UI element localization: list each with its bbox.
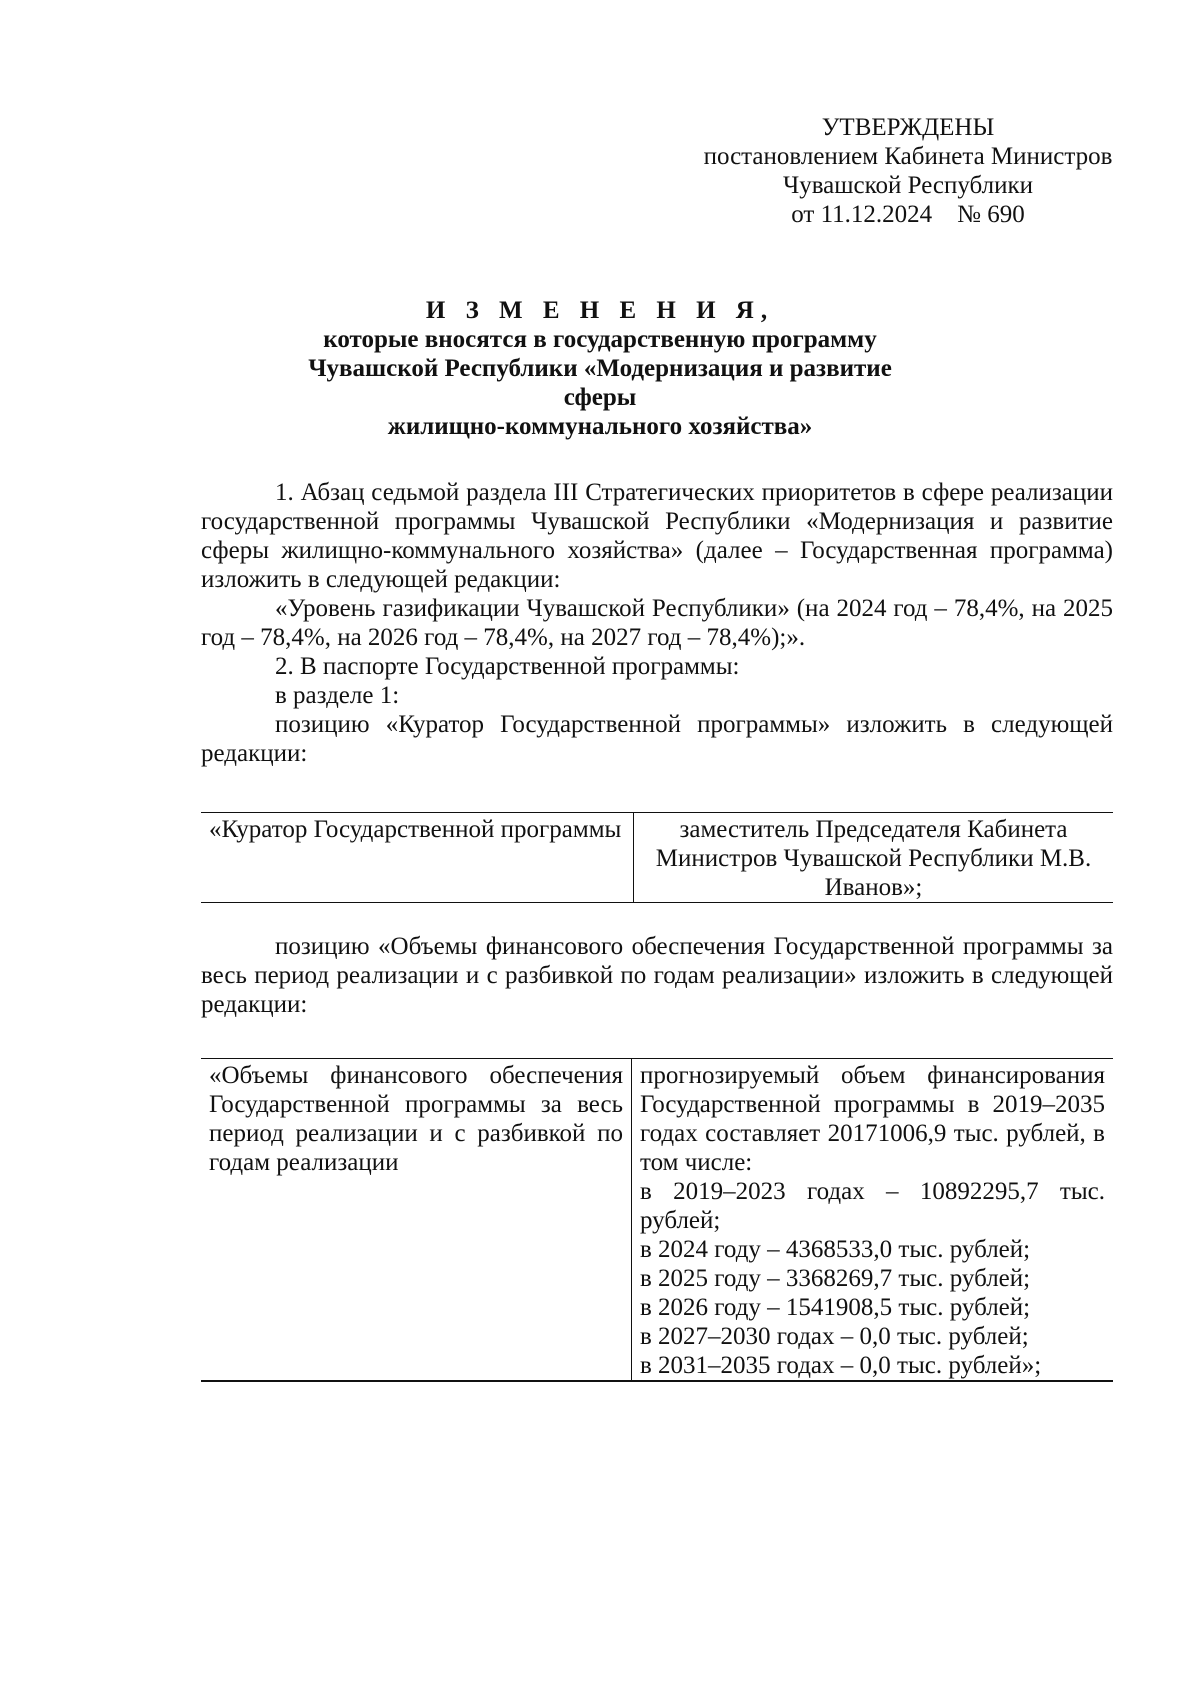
approval-issuer: постановлением Кабинета Министров bbox=[703, 143, 1113, 170]
approval-date-number: от 11.12.2024 № 690 bbox=[791, 201, 1025, 228]
title-line-4: жилищно-коммунального хозяйства» bbox=[387, 413, 813, 440]
financing-2031-2035: в 2031–2035 годах – 0,0 тыс. рублей»; bbox=[640, 1352, 1042, 1379]
financing-2026: в 2026 году – 1541908,5 тыс. рублей; bbox=[640, 1294, 1031, 1321]
paragraph-3: 2. В паспорте Государственной программы: bbox=[275, 653, 740, 680]
paragraph-6: позицию «Объемы финансового обеспечения Государственной программы за весь период реализации и с разбивкой по годам реализации» изложить в следующей редакции: bbox=[201, 933, 1113, 1018]
financing-2027-2030: в 2027–2030 годах – 0,0 тыс. рублей; bbox=[640, 1323, 1029, 1350]
financing-2025: в 2025 году – 3368269,7 тыс. рублей; bbox=[640, 1265, 1031, 1292]
financing-label-cell: «Объемы финансового обеспечения Государственной программы за весь период реализации и с разбивкой по годам реализации bbox=[201, 1059, 632, 1382]
paragraph-5: позицию «Куратор Государственной программы» изложить в следующей редакции: bbox=[201, 711, 1113, 767]
curator-label-cell: «Куратор Государственной программы bbox=[201, 813, 634, 903]
table-row bbox=[201, 813, 1113, 903]
curator-value-cell: заместитель Председателя Кабинета Министров Чувашской Республики М.В. Иванов»; bbox=[655, 816, 1092, 901]
paragraph-4: в разделе 1: bbox=[275, 682, 400, 709]
paragraph-1: 1. Абзац седьмой раздела III Стратегических приоритетов в сфере реализации государственной программы Чувашской Республики «Модернизация и развитие сферы жилищно-коммунального хозяйства» (далее – Государственная программа) изложить в следующей редакции: bbox=[201, 479, 1113, 593]
financing-value-cell bbox=[632, 1059, 1114, 1382]
title-line-2: которые вносятся в государственную программу bbox=[323, 326, 877, 353]
approval-heading: УТВЕРЖДЕНЫ bbox=[821, 114, 995, 141]
approval-region: Чувашской Республики bbox=[782, 172, 1034, 199]
title-heading: И З М Е Н Е Н И Я, bbox=[425, 297, 775, 324]
paragraph-2: «Уровень газификации Чувашской Республики» (на 2024 год – 78,4%, на 2025 год – 78,4%, на 2026 год – 78,4%, на 2027 год – 78,4%);». bbox=[201, 595, 1113, 651]
financing-intro-text: прогнозируемый объем финансирования Государственной программы в 2019–2035 годах составляет 20171006,9 тыс. рублей, в том числе: bbox=[640, 1062, 1105, 1176]
document-body bbox=[201, 478, 1113, 768]
financing-2019-2023: в 2019–2023 годах – 10892295,7 тыс. рублей; bbox=[640, 1178, 1105, 1234]
financing-2024: в 2024 году – 4368533,0 тыс. рублей; bbox=[640, 1236, 1031, 1263]
document-title bbox=[300, 296, 900, 441]
curator-table bbox=[201, 812, 1113, 903]
financing-intro bbox=[201, 932, 1113, 1019]
approval-stamp bbox=[688, 113, 1128, 229]
financing-table bbox=[201, 1058, 1113, 1382]
table-row bbox=[201, 1059, 1113, 1382]
title-line-3: Чувашской Республики «Модернизация и развитие сферы bbox=[308, 355, 892, 411]
